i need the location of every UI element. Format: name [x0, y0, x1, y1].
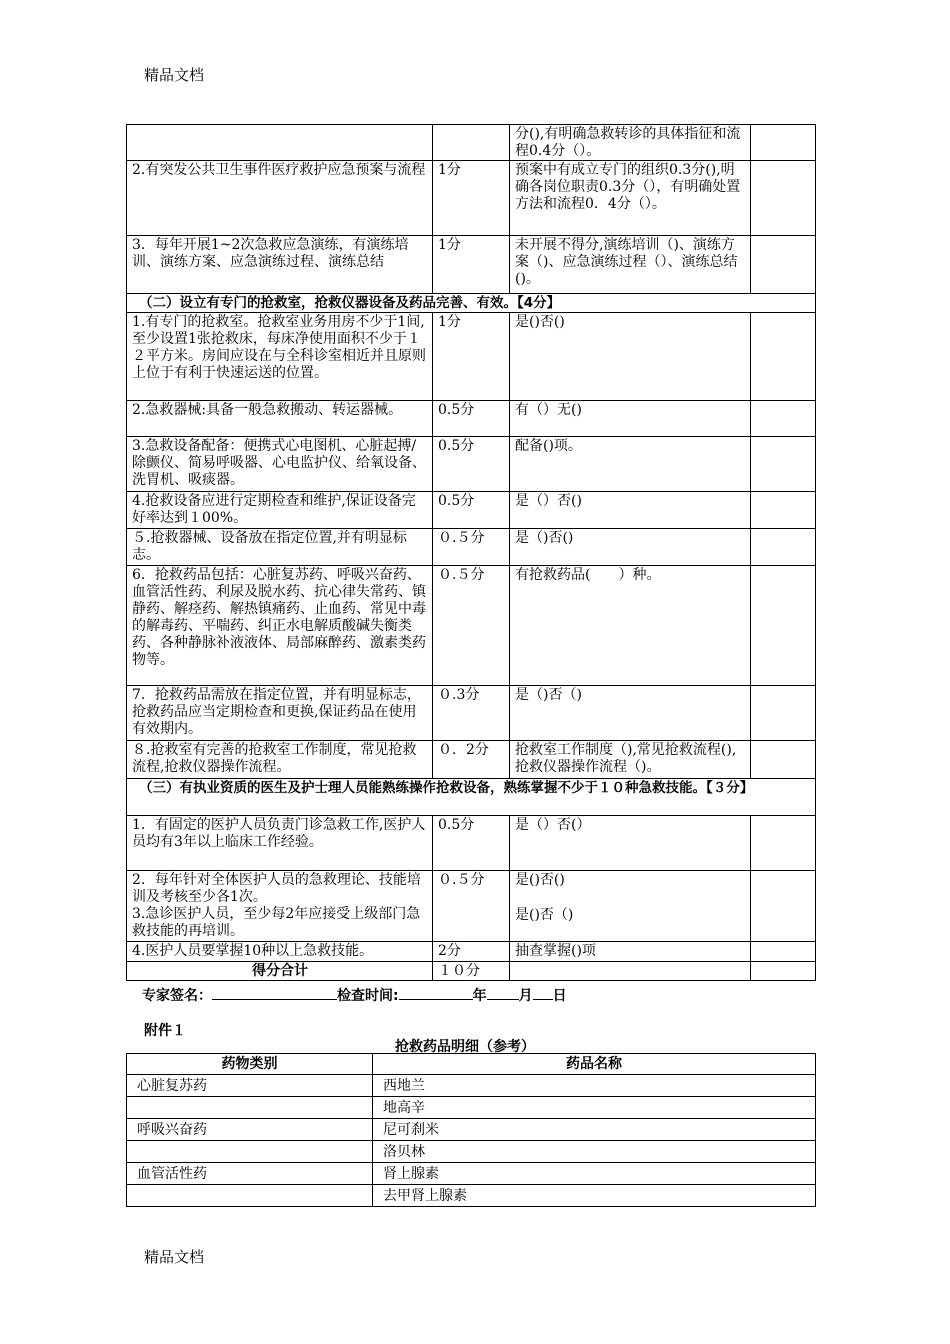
drug-name: 洛贝林: [373, 1141, 816, 1163]
score-cell: [433, 125, 510, 161]
item-cell: ８.抢救室有完善的抢救室工作制度，常见抢救流程,抢救仪器操作流程。: [127, 741, 433, 779]
score-cell: 0.5分: [433, 816, 510, 871]
section-header-row: [127, 779, 816, 816]
actual-score-cell: [751, 437, 816, 492]
column-header: 药品名称: [373, 1054, 816, 1075]
drug-category: 呼吸兴奋药: [127, 1119, 373, 1141]
actual-score-cell: [751, 236, 816, 294]
item-text: 3.急诊医护人员，至少每2年应接受上级部门急救技能的再培训。: [132, 906, 421, 939]
method-cell: 配备()项。: [510, 437, 751, 492]
table-row: [127, 1185, 816, 1207]
table-row: [127, 161, 816, 236]
item-cell: 2.急救器械:具备一般急救搬动、转运器械。: [127, 401, 433, 437]
table-row: [127, 313, 816, 401]
drug-category: [127, 1097, 373, 1119]
method-cell: 有抢救药品( ）种。: [510, 566, 751, 686]
table-row: [127, 1141, 816, 1163]
evaluation-table: [126, 124, 816, 981]
actual-score-cell: [751, 741, 816, 779]
section-title: （三）有执业资质的医生及护士理人员能熟练操作抢救设备，熟练掌握不少于１０种急救技能。【３分】: [127, 779, 816, 816]
method-cell: 分(),有明确急救转诊的具体指征和流程0.4分（）。: [510, 125, 751, 161]
score-cell: ０．2分: [433, 741, 510, 779]
page-header: 精品文档: [144, 66, 205, 84]
item-cell: 3．每年开展1~2次急救应急演练，有演练培训、演练方案、应急演练过程、演练总结: [127, 236, 433, 294]
table-row: [127, 529, 816, 566]
score-cell: 1分: [433, 313, 510, 401]
table-row: [127, 1163, 816, 1185]
table-row: [127, 236, 816, 294]
method-cell: 是（)否（): [510, 686, 751, 741]
actual-score-cell: [751, 871, 816, 942]
actual-score-cell: [751, 161, 816, 236]
method-text: 是()否(): [515, 872, 565, 888]
drug-category: [127, 1185, 373, 1207]
score-cell: 0.5分: [433, 401, 510, 437]
table-row: [127, 437, 816, 492]
actual-score-cell: [751, 313, 816, 401]
table-row: [127, 566, 816, 686]
drug-category: 血管活性药: [127, 1163, 373, 1185]
actual-score-cell: [751, 125, 816, 161]
table-row: [127, 401, 816, 437]
item-cell: 6．抢救药品包括：心脏复苏药、呼吸兴奋药、血管活性药、利尿及脱水药、抗心律失常药、镇静药、解痉药、解热镇痛药、止血药、常见中毒的解毒药、平喘药、纠正水电解质酸碱失衡类药、各种静脉补液液体、局部麻醉药、激素类药物等。: [127, 566, 433, 686]
method-cell: 未开展不得分,演练培训（)、演练方案（)、应急演练过程（）、演练总结()。: [510, 236, 751, 294]
method-cell: 是（）否(): [510, 492, 751, 529]
total-score: １０分: [433, 962, 510, 981]
table-row: [127, 1075, 816, 1097]
drug-list-table: [126, 1053, 816, 1207]
annex-label: 附件１: [144, 1023, 186, 1039]
section-title: （二）设立有专门的抢救室，抢救仪器设备及药品完善、有效。【4分】: [127, 294, 816, 313]
empty-cell: [751, 962, 816, 981]
total-row: [127, 962, 816, 981]
drug-category: 心脏复苏药: [127, 1075, 373, 1097]
method-cell: [510, 871, 751, 942]
drug-name: 地高辛: [373, 1097, 816, 1119]
page-footer: 精品文档: [144, 1248, 205, 1266]
column-header: 药物类别: [127, 1054, 373, 1075]
actual-score-cell: [751, 492, 816, 529]
score-cell: ０.５分: [433, 529, 510, 566]
drug-name: 去甲肾上腺素: [373, 1185, 816, 1207]
table-row: [127, 686, 816, 741]
item-cell: 2.有突发公共卫生事件医疗救护应急预案与流程: [127, 161, 433, 236]
actual-score-cell: [751, 942, 816, 962]
expert-signature-label: 专家签名：: [142, 988, 212, 1004]
actual-score-cell: [751, 401, 816, 437]
table-row: [127, 942, 816, 962]
drug-name: 西地兰: [373, 1075, 816, 1097]
actual-score-cell: [751, 529, 816, 566]
method-cell: 抢救室工作制度（),常见抢救流程(),抢救仪器操作流程（)。: [510, 741, 751, 779]
table-header-row: [127, 1054, 816, 1075]
table-row: [127, 1119, 816, 1141]
day-blank: [533, 987, 553, 1000]
item-cell: [127, 125, 433, 161]
drug-name: 肾上腺素: [373, 1163, 816, 1185]
score-cell: 0.5分: [433, 437, 510, 492]
table-row: [127, 816, 816, 871]
item-text: 2．每年针对全体医护人员的急救理论、技能培训及考核至少各1次。: [132, 872, 421, 905]
table-row: [127, 741, 816, 779]
method-text: 是()否（): [515, 907, 574, 923]
actual-score-cell: [751, 816, 816, 871]
actual-score-cell: [751, 686, 816, 741]
month-label: 月: [518, 988, 533, 1004]
score-cell: ０.3分: [433, 686, 510, 741]
drug-name: 尼可刹米: [373, 1119, 816, 1141]
month-blank: [487, 987, 519, 1000]
score-cell: 2分: [433, 942, 510, 962]
score-cell: 1分: [433, 161, 510, 236]
table-row: [127, 871, 816, 942]
item-cell: 1.有专门的抢救室。抢救室业务用房不少于1间,至少设置1张抢救床，每床净使用面积不少于１２平方米。房间应设在与全科诊室相近并且原则上位于有利于快速运送的位置。: [127, 313, 433, 401]
score-cell: ０.５分: [433, 871, 510, 942]
item-cell: 1．有固定的医护人员负责门诊急救工作,医护人员均有3年以上临床工作经验。: [127, 816, 433, 871]
method-cell: 是()否(): [510, 313, 751, 401]
item-cell: ５.抢救器械、设备放在指定位置,并有明显标志。: [127, 529, 433, 566]
expert-signature-blank: [212, 987, 337, 1000]
day-label: 日: [552, 988, 567, 1004]
method-cell: 是（)否(): [510, 529, 751, 566]
method-cell: 抽查掌握()项: [510, 942, 751, 962]
score-cell: 0.5分: [433, 492, 510, 529]
total-label: 得分合计: [127, 962, 433, 981]
signature-line: [142, 985, 567, 1005]
section-header-row: [127, 294, 816, 313]
table-row: [127, 492, 816, 529]
score-cell: 1分: [433, 236, 510, 294]
drug-category: [127, 1141, 373, 1163]
year-label: 年: [472, 988, 487, 1004]
item-cell: 3.急救设备配备：便携式心电图机、心脏起搏/除颤仪、简易呼吸器、心电监护仪、给氧设备、洗胃机、吸痰器。: [127, 437, 433, 492]
table-row: [127, 1097, 816, 1119]
method-cell: 是（）否(）: [510, 816, 751, 871]
empty-cell: [510, 962, 751, 981]
item-cell: 4.医护人员要掌握10种以上急救技能。: [127, 942, 433, 962]
check-time-label: 检查时间:: [337, 988, 399, 1004]
score-cell: ０.５分: [433, 566, 510, 686]
item-cell: 4.抢救设备应进行定期检查和维护,保证设备完好率达到１00%。: [127, 492, 433, 529]
item-cell: 7．抢救药品需放在指定位置，并有明显标志，抢救药品应当定期检查和更换,保证药品在使用有效期内。: [127, 686, 433, 741]
method-cell: 有（）无(): [510, 401, 751, 437]
year-blank: [399, 987, 473, 1000]
item-cell: [127, 871, 433, 942]
annex-title: 抢救药品明细（参考）: [395, 1039, 535, 1055]
table-row: [127, 125, 816, 161]
method-cell: 预案中有成立专门的组织0.3分(),明确各岗位职责0.3分（），有明确处置方法和流程0．4分（）。: [510, 161, 751, 236]
actual-score-cell: [751, 566, 816, 686]
